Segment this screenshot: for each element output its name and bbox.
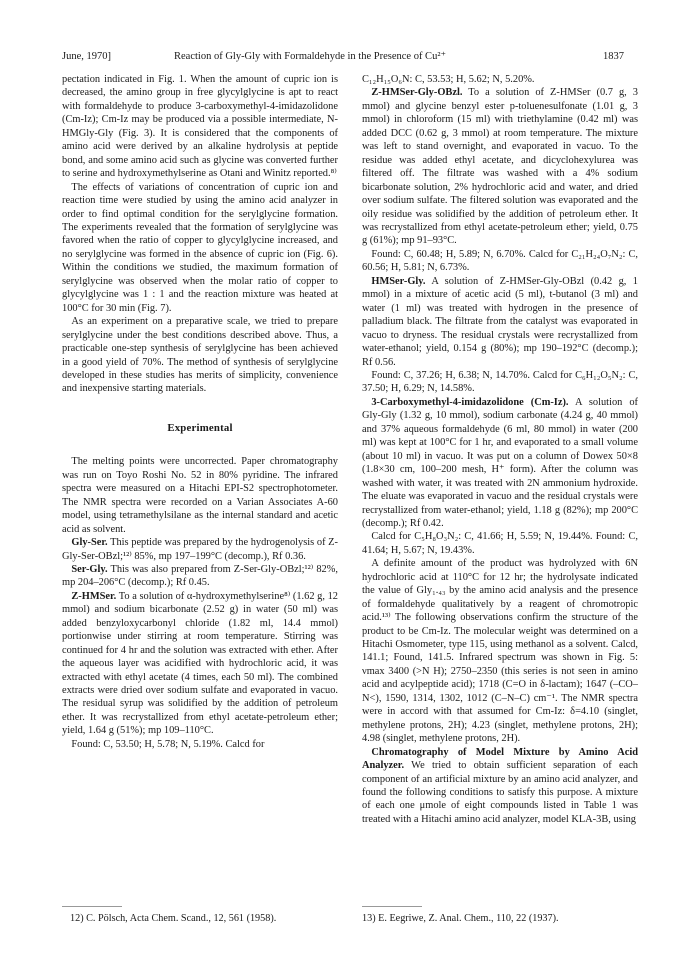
paragraph: Calcd for C₅H₈O₃N₂: C, 41.66; H, 5.59; N, 19.44%. Found: C, 41.64; H, 5.67; N, 19.43%. (362, 531, 638, 556)
header-title: Reaction of Gly-Gly with Formaldehyde in the Presence of Cu²⁺ (174, 51, 447, 62)
paragraph: A definite amount of the product was hydrolyzed with 6N hydrochloric acid at 110°C for 12 hr; the hydrolysate indicated the value of Gly₁.₄₃ by the amino acid analysis and the presence of formaldehyde qualitatively by a reagent of chromotropic acid.¹³⁾ The following observations confirm the structure of the product to be Cm-Iz. The molecular weight was determined on a Hitachi Osmometer, type 115, using methanol as a solvent. Calcd, 141.1; Found, 141.5. Infrared spectrum was shown in Fig. 5: νmax 3400 (>N H); 2750–2350 (this series is not seen in amino acid and acylpeptide acid); 1718 (C=O in δ-lactam); 1647 (–CO–N<), 1590, 1314, 1302, 1012 (C–N–C) cm⁻¹. The NMR spectra were in accord with that assumed for Cm-Iz: δ=4.10 (singlet, methylene protons, 2H); 4.23 (singlet, methylene protons, 2H); 4.98 (singlet, methylene protons, 2H). (362, 558, 638, 745)
paragraph-text: To a solution of α-hydroxymethylserine⁸⁾ (1.62 g, 12 mmol) and sodium bicarbonate (2.52 g) in water (50 ml) was added benzyloxycarbonyl chloride (1.82 ml, 14.4 mmol) portionwise under stirring at room temperature. Stirring was continued for 4 hr and the solution was extracted with ether. After the aqueous layer was acidified with hydrochloric acid, it was extracted with ethyl acetate (4 times, each 50 ml). The combined extracts were dried over sodium sulfate and evaporated in vacuo. The residual syrup was solidified by the addition of petroleum ether. It was recrystallized from ethyl acetate-petroleum ether; yield, 1.64 g (51%); mp 109–110°C. (62, 590, 338, 737)
paragraph: As an experiment on a preparative scale, we tried to prepare serylglycine under the best conditions described above. Thus, a practicable one-step synthesis of serylglycine has been achieved in a good yield of 70%. The method of synthesis of serylglycine developed in these studies has merits of simplicity, convenience and inexpensive starting materials. (62, 316, 338, 395)
paragraph (362, 746, 638, 827)
paragraph (62, 536, 338, 563)
run-in-heading: Chromatography of Model Mixture by Amino Acid Analyzer. (362, 746, 638, 772)
left-column (62, 73, 338, 751)
run-in-heading: Z-HMSer. (71, 590, 117, 602)
paragraph: The effects of variations of concentration of cupric ion and reaction time were studied by using the amino acid analyzer in order to find optimal condition for the serylglycine formation. The experiments revealed that the formation of serylglycine was favored when the ratio of copper to glycylglycine increased, and no serylglycine was formed in the absence of cupric ion (Fig. 6). Within the conditions we studied, the maximum formation of serylglycine was observed when the molar ratio of copper to glycylglycine was 1 : 1 and the reaction mixture was heated at 100°C for 30 min (Fig. 7). (62, 181, 338, 314)
paragraph: The melting points were uncorrected. Paper chromatography was run on Toyo Roshi No. 52 in 80% pyridine. The infrared spectra were measured on a Hitachi EPI-S2 spectrophotometer. The NMR spectra were recorded on a Varian Associates A-60 model, using tetramethylsilane as the internal standard and acetic acid as solvent. (62, 456, 338, 535)
paragraph: Found: C, 60.48; H, 5.89; N, 6.70%. Calcd for C₂₁H₂₄O₇N₂: C, 60.56; H, 5.81; N, 6.73%. (362, 248, 638, 274)
run-in-heading: 3-Carboxymethyl-4-imidazolidone (Cm-Iz). (371, 396, 569, 408)
right-column (362, 73, 638, 826)
paragraph-text: This was also prepared from Z-Ser-Gly-OBzl;¹²⁾ 82%, mp 204–206°C (decomp.); Rf 0.45. (62, 563, 338, 589)
footnote-12: 12) C. Pölsch, Acta Chem. Scand., 12, 561 (1958). (70, 913, 277, 924)
paragraph (62, 563, 338, 590)
paragraph: C₁₂H₁₅O₆N: C, 53.53; H, 5.62; N, 5.20%. (362, 74, 535, 85)
paragraph (362, 275, 638, 369)
paragraph: Found: C, 53.50; H, 5.78; N, 5.19%. Calcd for (71, 738, 265, 750)
header-date: June, 1970] (62, 51, 111, 62)
run-in-heading: Z-HMSer-Gly-OBzl. (371, 87, 463, 99)
paragraph-text: This peptide was prepared by the hydrogenolysis of Z-Gly-Ser-OBzl;¹²⁾ 85%, mp 197–199°C (decomp.), Rf 0.36. (62, 537, 338, 562)
run-in-heading: Ser-Gly. (71, 563, 108, 575)
paragraph (62, 590, 338, 738)
paragraph-text: A solution of Gly-Gly (1.32 g, 10 mmol), sodium carbonate (4.24 g, 40 mmol) and 37% aqueous formaldehyde (6 ml, 80 mmol) in water (200 ml) was kept at 100°C for 1 hr, and evaporated to a small volume (about 10 ml) in vacuo. It was put on a column of Dowex 50×8 (1.8×30 cm, 100–200 mesh, H⁺ form). After the column was washed with water, it was treated with 2N ammonium hydroxide. The eluate was evaporated in vacuo and the residual crystals were recrystallized from water-ethanol; yield, 1.18 g (82%); mp 200°C (decomp.); Rf 0.42. (362, 396, 638, 529)
run-in-heading: Gly-Ser. (71, 537, 108, 549)
run-in-heading: HMSer-Gly. (371, 275, 426, 287)
paragraph-text: We tried to obtain sufficient separation of each component of an artificial mixture by an amino acid analyzer, and found the following conditions to satisfy this purpose. A mixture of each one μmole of eight compounds listed in Table 1 was treated with a Hitachi amino acid analyzer, model KLA-3B, using (362, 760, 638, 825)
paragraph-text: A solution of Z-HMSer-Gly-OBzl (0.42 g, 1 mmol) in a mixture of acetic acid (5 ml), t-butanol (3 ml) and water (1 ml) was treated with hydrogen in the presence of palladium black. The filtrate from the catalyst was evaporated in vacuo to dryness. The residual crystals were recrystallized from water-ethanol; yield, 0.154 g (80%); mp 190–192°C (decomp.); Rf 0.56. (362, 275, 638, 368)
footnote-13: 13) E. Eegriwe, Z. Anal. Chem., 110, 22 (1937). (362, 913, 559, 924)
paragraph: pectation indicated in Fig. 1. When the amount of cupric ion is decreased, the amino group in free glycylglycine is apt to react with formaldehyde to produce 3-carboxymethyl-4-imidazolidone (Cm-Iz); Cm-Iz may be produced via a possible intermediate, N-HMGly-Gly (Fig. 3). It is considered that the components of amino acid were derived by an alkaline hydrolysis at peptide bond, and some amino acid such as glycine was converted further to serine and hydroxymethylserine as Otani and Winitz reported.⁸⁾ (62, 74, 338, 180)
paragraph-text: To a solution of Z-HMSer (0.7 g, 3 mmol) and glycine benzyl ester p-toluenesulfonate (1.01 g, 3 mmol) in chloroform (15 ml) with triethylamine (0.42 ml) was added DCC (0.62 g, 3 mmol) at room temperature. The mixture was left to stand overnight, and evaporated in vacuo. To the residue was added ethyl acetate, and dicyclohexylurea was filtered off. The filtrate was washed with a 4% sodium bicarbonate solution, 2% hydrochloric acid and water, and dried over sodium sulfate. The filtered solution was evaporated and the oily residue was solidified by the addition of petroleum ether. It was recrystallized from ethyl acetate-petroleum ether; yield, 0.75 g (61%); mp 91–93°C. (362, 87, 638, 247)
paragraph (362, 86, 638, 247)
footnote-rule (362, 906, 422, 907)
paragraph (362, 396, 638, 531)
header-page-number: 1837 (603, 51, 624, 62)
paragraph: Found: C, 37.26; H, 6.38; N, 14.70%. Calcd for C₆H₁₂O₅N₂: C, 37.50; H, 6.29; N, 14.58%. (362, 369, 638, 395)
footnote-rule (62, 906, 122, 907)
section-heading: Experimental (167, 421, 233, 434)
